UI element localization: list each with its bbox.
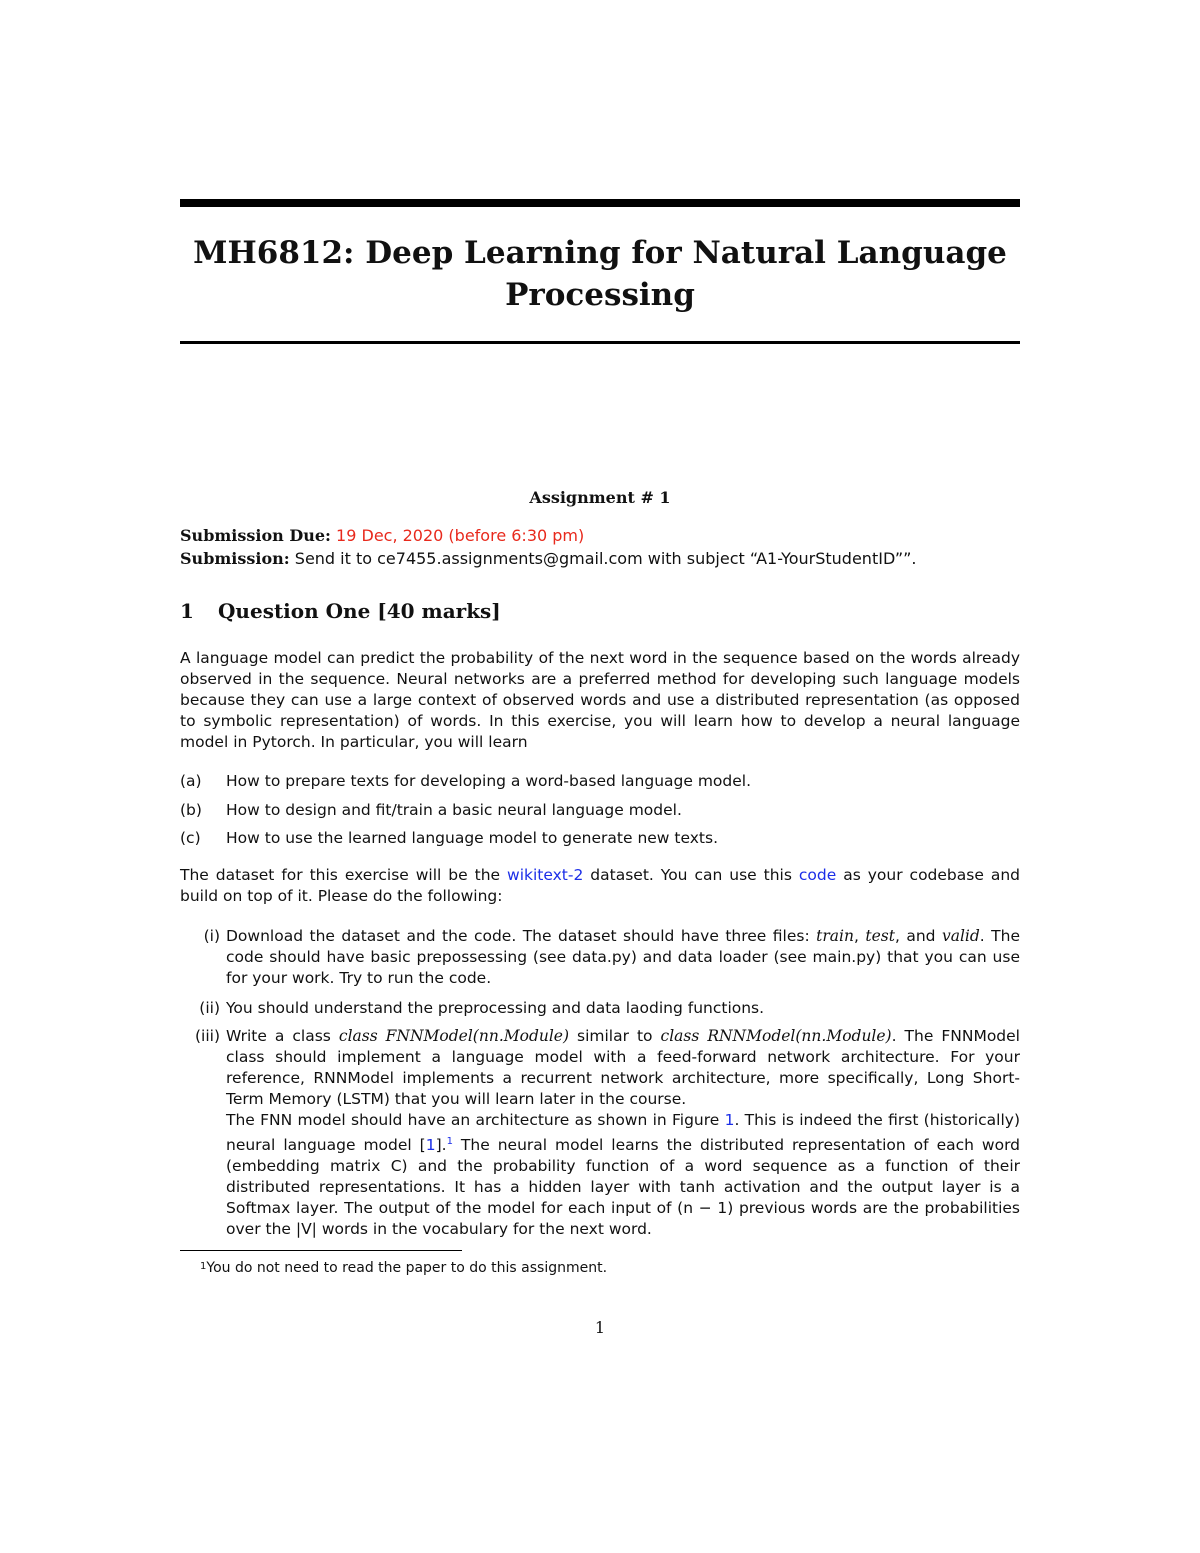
step-text (226, 1026, 1020, 1240)
list-text: How to use the learned language model to generate new texts. (226, 829, 718, 847)
step-marker: (ii) (199, 999, 220, 1017)
step-i-text-2: . The code should have basic prepossessing (see data.py) and data loader (see main.py) that you can use for your work. Try to run the code. (226, 927, 1021, 987)
list-text: How to design and fit/train a basic neural language model. (226, 801, 682, 819)
section-heading (180, 597, 501, 625)
step-iii-text-e: . This is indeed the first (historically) neural language model [ (226, 1111, 1021, 1155)
section-title: Question One [40 marks] (218, 599, 501, 623)
intro-paragraph: A language model can predict the probability of the next word in the sequence based on the words already observed in the sequence. Neural networks are a preferred method for developing such language models because they can use a large context of observed words and use a distributed representation (as opposed to symbolic representation) of words. In this exercise, you will learn how to develop a neural language model in Pytorch. In particular, you will learn (180, 649, 1020, 751)
step-i-text-1: Download the dataset and the code. The dataset should have three files: (226, 927, 817, 945)
file-valid: valid (941, 927, 980, 945)
list-marker: (c) (180, 829, 201, 847)
step-text (226, 926, 1020, 989)
submission-label: Submission: (180, 549, 290, 568)
title-line-1: MH6812: Deep Learning for Natural Language (193, 235, 1007, 271)
step-marker: (iii) (194, 1027, 220, 1045)
step-text: You should understand the preprocessing and data laoding functions. (226, 999, 765, 1017)
submission-line (180, 548, 1040, 569)
list-item (180, 771, 1020, 792)
dataset-text-before: The dataset for this exercise will be the (180, 866, 508, 884)
footnote (200, 1259, 607, 1278)
step-iii-text-b: similar to (569, 1027, 661, 1045)
list-marker: (a) (180, 772, 202, 790)
file-test: test (865, 927, 895, 945)
step-i-sep-1: , (853, 927, 866, 945)
step-i-sep-2: , and (894, 927, 942, 945)
footnote-rule (180, 1250, 462, 1251)
wikitext-2-link[interactable]: wikitext-2 (507, 866, 584, 884)
step-iii-text-c: . The FNNModel class should implement a language model with a feed-forward network architecture. For your reference, RNNModel implements a recurrent network architecture, more specifically, Long Short-Term Memory (LSTM) that you will learn later in the course. (226, 1027, 1020, 1108)
file-train: train (816, 927, 854, 945)
footnote-text: You do not need to read the paper to do this assignment. (206, 1260, 608, 1276)
class-rnnmodel: class RNNModel(nn.Module) (660, 1027, 892, 1045)
step-iii (180, 1026, 1020, 1246)
step-i (180, 926, 1020, 992)
list-marker: (b) (180, 801, 202, 819)
step-iii-text-g: The neural model learns the distributed representation of each word (embedding matrix C) and the probability function of a word sequence as a function of their distributed representations. It has a hidden layer with tanh activation and the output layer is a Softmax layer. The output of the model for each input of (n − 1) previous words are the probabilities over the |V| words in the vocabulary for the next word. (226, 1136, 1021, 1239)
assignment-heading: Assignment # 1 (529, 488, 671, 507)
citation-1-link[interactable]: 1 (425, 1136, 436, 1155)
dataset-text-middle: dataset. You can use this (583, 866, 799, 884)
code-link[interactable]: code (798, 866, 837, 884)
step-marker: (i) (203, 927, 220, 945)
list-item (180, 800, 1020, 821)
dataset-text-after: as your codebase and build on top of it. Please do the following: (180, 866, 1020, 905)
section-number: 1 (180, 599, 194, 623)
title-line-2: Processing (505, 277, 695, 313)
page-number: 1 (594, 1318, 606, 1337)
step-iii-text-f: ]. (435, 1136, 447, 1155)
document-title (180, 232, 1020, 316)
title-bottom-rule (180, 341, 1020, 344)
step-iii-text-d: The FNN model should have an architecture as shown in Figure (226, 1111, 725, 1129)
footnote-mark: 1 (200, 1261, 207, 1272)
title-top-rule (180, 199, 1020, 207)
step-iii-text-a: Write a class (226, 1027, 339, 1045)
submission-value: Send it to ce7455.assignments@gmail.com with subject “A1-YourStudentID””. (294, 549, 917, 568)
submission-due-label: Submission Due: (180, 526, 331, 545)
list-item (180, 828, 1020, 849)
submission-due-line (180, 525, 1040, 546)
step-iii-paragraph-1 (226, 1026, 1020, 1110)
step-iii-paragraph-2 (226, 1110, 1020, 1240)
step-ii (180, 998, 1020, 1019)
footnote-1-link[interactable]: 1 (446, 1136, 453, 1147)
submission-due-value: 19 Dec, 2020 (before 6:30 pm) (336, 526, 585, 545)
dataset-paragraph (180, 865, 1020, 907)
figure-1-link[interactable]: 1 (724, 1111, 735, 1129)
list-text: How to prepare texts for developing a word-based language model. (226, 772, 752, 790)
class-fnnmodel: class FNNModel(nn.Module) (338, 1027, 570, 1045)
